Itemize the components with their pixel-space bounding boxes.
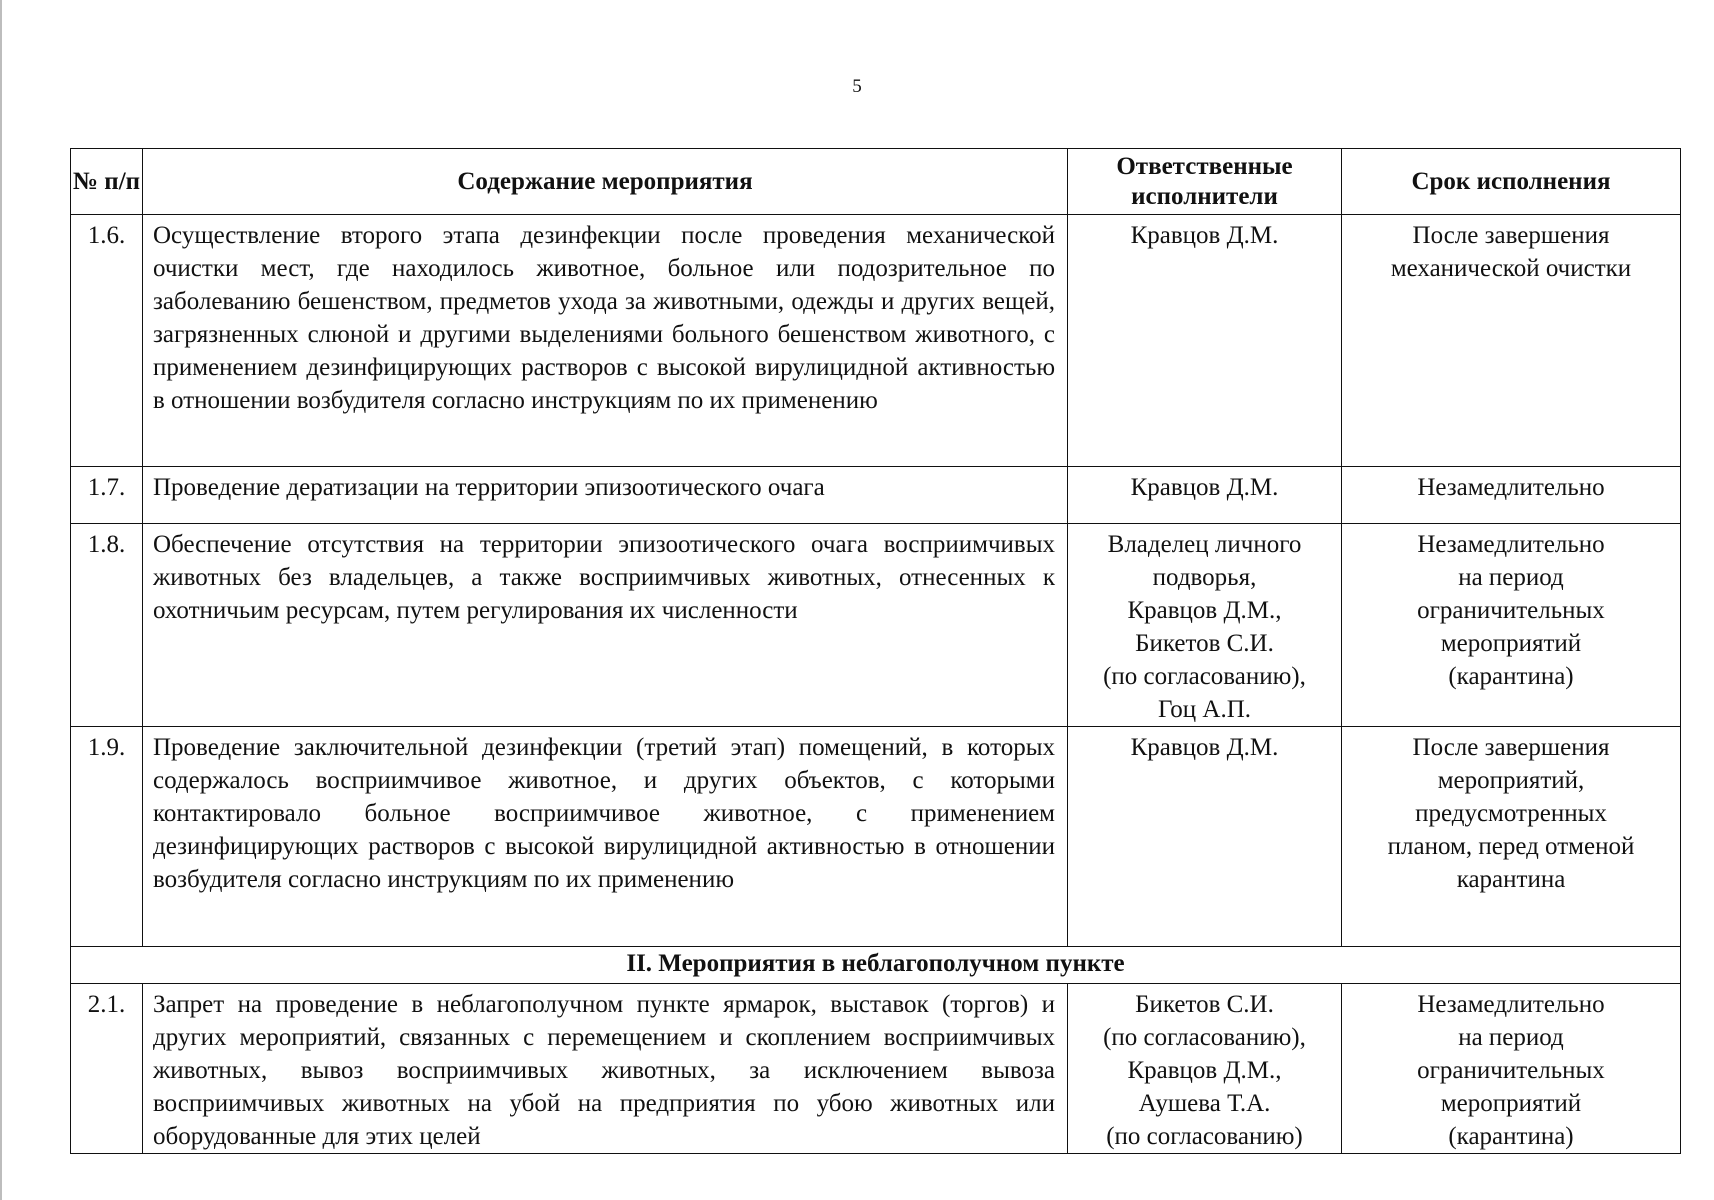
- row-number: 1.8.: [71, 524, 143, 727]
- row-number: 1.6.: [71, 215, 143, 467]
- header-deadline: Срок исполнения: [1342, 149, 1681, 215]
- header-content: Содержание мероприятия: [143, 149, 1068, 215]
- row-deadline: Незамедлительно на период ограничительных мероприятий (карантина): [1342, 524, 1681, 727]
- table-header-row: [71, 149, 1681, 215]
- table-row: [71, 524, 1681, 727]
- row-content: Проведение дератизации на территории эпизоотического очага: [143, 467, 1068, 524]
- table-row: [71, 467, 1681, 524]
- row-responsible: Бикетов С.И. (по согласованию), Кравцов Д.М., Аушева Т.А. (по согласованию): [1068, 984, 1342, 1154]
- row-responsible: Кравцов Д.М.: [1068, 215, 1342, 467]
- row-content: Осуществление второго этапа дезинфекции после проведения механической очистки мест, где находилось животное, больное или подозрительное по заболеванию бешенством, предметов ухода за животными, одежды и других вещей, загрязненных слюной и другими выделениями больного бешенством животного, с применением дезинфицирующих растворов с высокой вирулицидной активностью в отношении возбудителя согласно инструкциям по их применению: [143, 215, 1068, 467]
- table-row: [71, 215, 1681, 467]
- header-num: № п/п: [71, 149, 143, 215]
- row-number: 1.9.: [71, 727, 143, 947]
- row-deadline: После завершения мероприятий, предусмотренных планом, перед отменой карантина: [1342, 727, 1681, 947]
- row-deadline: После завершения механической очистки: [1342, 215, 1681, 467]
- row-content: Запрет на проведение в неблагополучном пункте ярмарок, выставок (торгов) и других мероприятий, связанных с перемещением и скоплением восприимчивых животных, вывоз восприимчивых животных, за исключением вывоза восприимчивых животных на убой на предприятия по убою животных или оборудованные для этих целей: [143, 984, 1068, 1154]
- page-left-edge: [0, 0, 2, 1200]
- table-row: [71, 727, 1681, 947]
- row-responsible: Владелец личного подворья, Кравцов Д.М., Бикетов С.И. (по согласованию), Гоц А.П.: [1068, 524, 1342, 727]
- section-heading-row: [71, 947, 1681, 984]
- table-row: [71, 984, 1681, 1154]
- row-responsible: Кравцов Д.М.: [1068, 727, 1342, 947]
- header-responsible: Ответственные исполнители: [1068, 149, 1342, 215]
- row-content: Обеспечение отсутствия на территории эпизоотического очага восприимчивых животных без владельцев, а также восприимчивых животных, отнесенных к охотничьим ресурсам, путем регулирования их численности: [143, 524, 1068, 727]
- measures-table: [70, 148, 1681, 1154]
- row-number: 1.7.: [71, 467, 143, 524]
- row-content: Проведение заключительной дезинфекции (третий этап) помещений, в которых содержалось восприимчивое животное, и других объектов, с которыми контактировало больное восприимчивое животное, с применением дезинфицирующих растворов с высокой вирулицидной активностью в отношении возбудителя согласно инструкциям по их применению: [143, 727, 1068, 947]
- row-number: 2.1.: [71, 984, 143, 1154]
- row-deadline: Незамедлительно на период ограничительных мероприятий (карантина): [1342, 984, 1681, 1154]
- row-responsible: Кравцов Д.М.: [1068, 467, 1342, 524]
- row-deadline: Незамедлительно: [1342, 467, 1681, 524]
- page-number: 5: [852, 76, 862, 97]
- section-title: II. Мероприятия в неблагополучном пункте: [71, 947, 1681, 984]
